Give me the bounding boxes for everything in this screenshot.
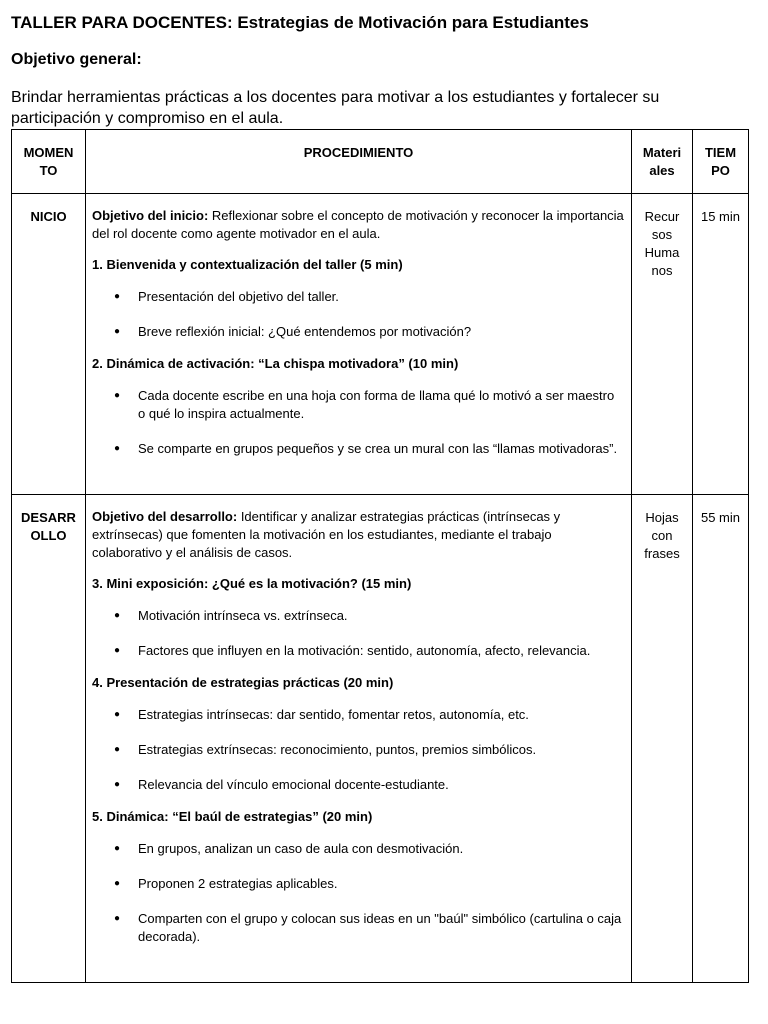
procedimiento-cell: [86, 495, 632, 983]
section-list: [92, 288, 625, 341]
list-item: ● Presentación del objetivo del taller.: [92, 288, 625, 306]
list-item: ● Estrategias extrínsecas: reconocimiento, puntos, premios simbólicos.: [92, 741, 625, 759]
list-item: ● Factores que influyen en la motivación: sentido, autonomía, afecto, relevancia.: [92, 642, 625, 660]
table-row-desarrollo: [12, 495, 749, 983]
section-title: 4. Presentación de estrategias prácticas (20 min): [92, 675, 394, 690]
header-momento: MOMEN TO: [12, 130, 86, 194]
list-item: ● Motivación intrínseca vs. extrínseca.: [92, 607, 625, 625]
section-title: 5. Dinámica: “El baúl de estrategias” (20 min): [92, 809, 373, 824]
section-title: 1. Bienvenida y contextualización del taller (5 min): [92, 257, 403, 272]
materiales-cell: Recur sos Huma nos: [632, 194, 693, 495]
row-objective: [92, 207, 625, 243]
objective-label: Objetivo del inicio:: [92, 208, 209, 223]
objective-text: Brindar herramientas prácticas a los docentes para motivar a los estudiantes y fortalecer su participación y compromiso en el aula.: [11, 89, 660, 127]
section-list: [92, 387, 625, 458]
tiempo-cell: 15 min: [693, 194, 749, 495]
tiempo-cell: 55 min: [693, 495, 749, 983]
workshop-table: [11, 129, 749, 983]
table-header-row: [12, 130, 749, 194]
momento-cell: DESARR OLLO: [12, 495, 86, 983]
section-title: 2. Dinámica de activación: “La chispa motivadora” (10 min): [92, 356, 459, 371]
objective-label: Objetivo del desarrollo:: [92, 509, 238, 524]
objective-description: Reflexionar sobre el concepto de motivación y reconocer la importancia del rol docente como agente motivador en el aula.: [92, 208, 624, 241]
objective-heading: Objetivo general:: [11, 51, 142, 68]
list-item: ● Breve reflexión inicial: ¿Qué entendemos por motivación?: [92, 323, 625, 341]
objective-description: Identificar y analizar estrategias prácticas (intrínsecas y extrínsecas) que fomenten la motivación en los estudiantes, mediante el trabajo colaborativo y el análisis de casos.: [92, 509, 561, 560]
list-item: ● Estrategias intrínsecas: dar sentido, fomentar retos, autonomía, etc.: [92, 706, 625, 724]
momento-cell: NICIO: [12, 194, 86, 495]
section-list: [92, 607, 625, 660]
table-row-inicio: [12, 194, 749, 495]
header-tiempo: TIEM PO: [693, 130, 749, 194]
list-item: ● Cada docente escribe en una hoja con forma de llama qué lo motivó a ser maestro o qué lo inspira actualmente.: [92, 387, 625, 423]
section-list: [92, 840, 625, 946]
section-title: 3. Mini exposición: ¿Qué es la motivación? (15 min): [92, 576, 412, 591]
list-item: ● Comparten con el grupo y colocan sus ideas en un "baúl" simbólico (cartulina o caja decorada).: [92, 910, 625, 946]
materiales-cell: Hojas con frases: [632, 495, 693, 983]
list-item: ● Proponen 2 estrategias aplicables.: [92, 875, 625, 893]
document-title: TALLER PARA DOCENTES: Estrategias de Motivación para Estudiantes: [11, 13, 589, 32]
procedimiento-cell: [86, 194, 632, 495]
header-materiales: Materi ales: [632, 130, 693, 194]
list-item: ● Relevancia del vínculo emocional docente-estudiante.: [92, 776, 625, 794]
section-list: [92, 706, 625, 794]
row-objective: [92, 508, 625, 562]
list-item: ● Se comparte en grupos pequeños y se crea un mural con las “llamas motivadoras”.: [92, 440, 625, 458]
list-item: ● En grupos, analizan un caso de aula con desmotivación.: [92, 840, 625, 858]
header-procedimiento: PROCEDIMIENTO: [86, 130, 632, 194]
